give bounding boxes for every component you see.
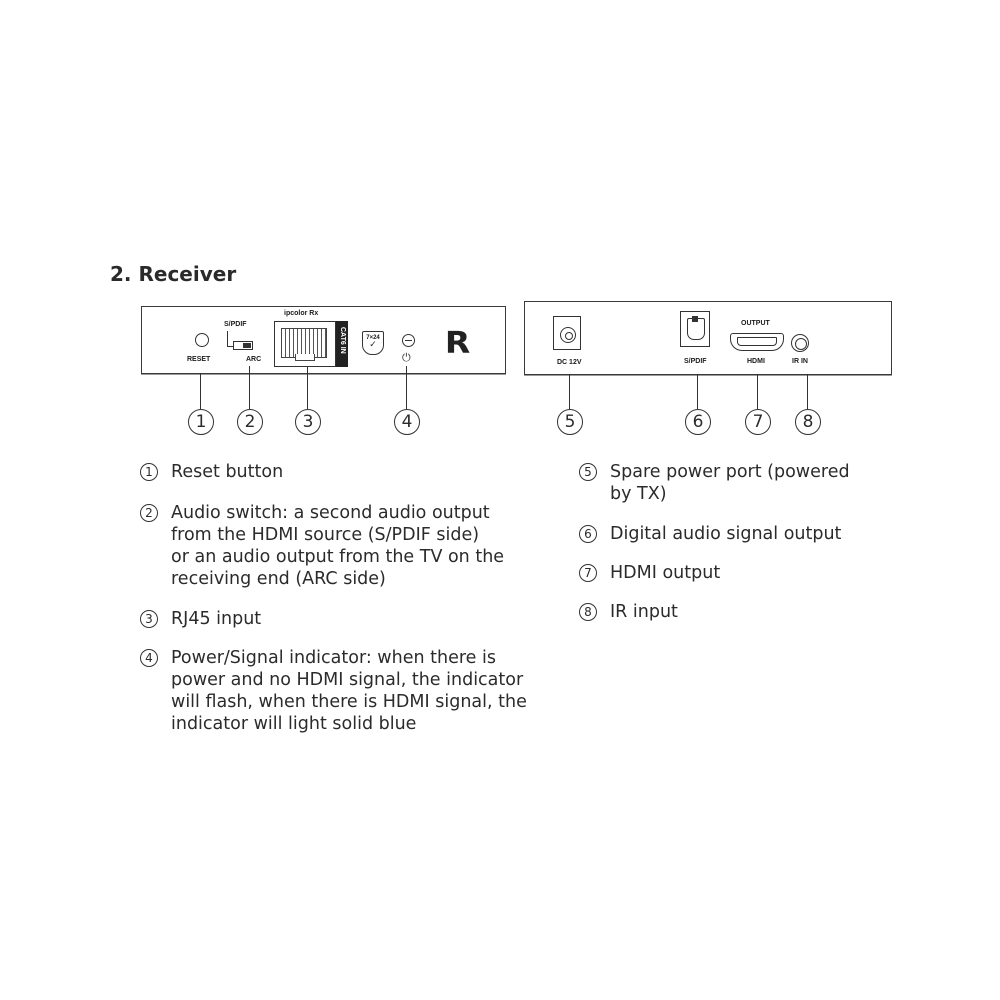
description-line: Spare power port (powered [610,462,850,482]
description-line: IR input [610,602,678,622]
section-title: 2. Receiver [110,262,237,286]
description-number: 3 [140,610,158,628]
description-line: by TX) [610,484,667,504]
callout-line-3 [307,366,308,409]
dc-12v-label: DC 12V [557,359,582,366]
dc-power-port-icon [553,316,581,350]
brand-logo: R [444,326,471,361]
arc-switch-label: ARC [246,356,262,363]
spdif-switch-label: S/PDIF [224,321,247,328]
ir-in-port-icon [791,334,809,352]
callout-line-2 [249,366,250,409]
description-line: from the HDMI source (S/PDIF side) [171,525,480,545]
callout-4: 4 [394,409,420,435]
description-number: 4 [140,649,158,667]
description-number: 8 [579,603,597,621]
description-line: RJ45 input [171,609,262,629]
callout-3: 3 [295,409,321,435]
description-number: 7 [579,564,597,582]
callout-7: 7 [745,409,771,435]
description-line: Audio switch: a second audio output [171,503,490,523]
signal-indicator-icon [402,334,415,347]
description-line: Digital audio signal output [610,524,842,544]
description-line: indicator will light solid blue [171,714,417,734]
callout-line-5 [569,374,570,409]
spdif-output-label: S/PDIF [684,358,707,365]
rj45-port-icon [274,321,336,367]
description-line: receiving end (ARC side) [171,569,386,589]
callout-2: 2 [237,409,263,435]
description-line: Reset button [171,462,284,482]
description-line: will flash, when there is HDMI signal, the [171,692,527,712]
description-number: 5 [579,463,597,481]
callout-6: 6 [685,409,711,435]
reset-button-icon [195,333,209,347]
hdmi-port-icon [730,333,784,351]
cat6-in-tag: CAT6 IN [336,321,348,367]
output-label: OUTPUT [741,320,770,327]
description-number: 6 [579,525,597,543]
callout-line-7 [757,374,758,409]
callout-line-8 [807,374,808,409]
power-icon: ⏻ [402,351,411,364]
callout-line-6 [697,374,698,409]
description-number: 2 [140,504,158,522]
callout-5: 5 [557,409,583,435]
audio-switch-icon [233,341,253,350]
rx-model-label: ipcolor Rx [284,310,319,317]
spdif-port-icon [680,311,710,347]
receiver-rear-panel [524,301,892,375]
callout-line-4 [406,366,407,409]
reset-label: RESET [187,356,211,363]
callout-1: 1 [188,409,214,435]
callout-8: 8 [795,409,821,435]
description-line: Power/Signal indicator: when there is [171,648,496,668]
ir-in-label: IR IN [792,358,808,365]
description-line: power and no HDMI signal, the indicator [171,670,524,690]
receiver-front-panel [141,306,506,374]
description-number: 1 [140,463,158,481]
hdmi-label: HDMI [747,358,765,365]
description-line: HDMI output [610,563,721,583]
description-line: or an audio output from the TV on the [171,547,505,567]
callout-line-1 [200,373,201,409]
7x24-badge-icon: 7×24 ✓ [362,331,384,355]
